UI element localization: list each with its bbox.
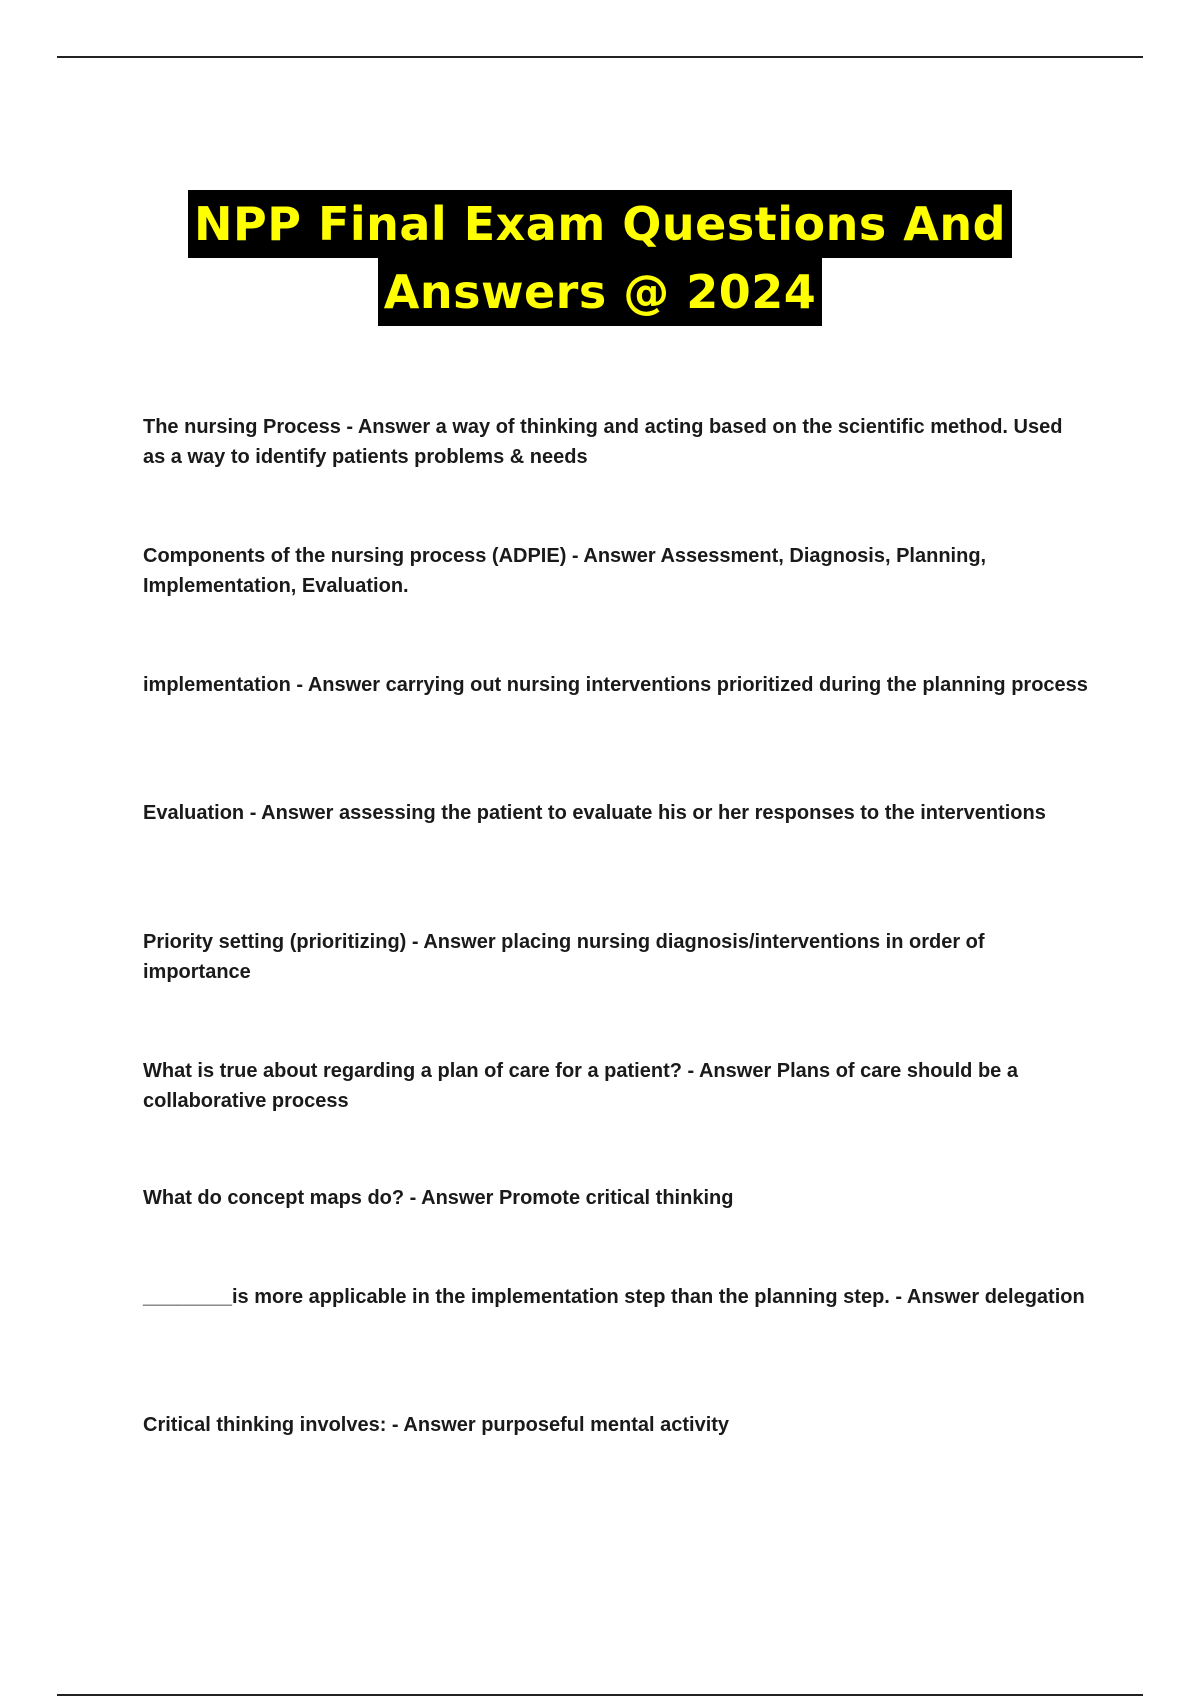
- document-title: [0, 190, 1200, 326]
- qa-item: Evaluation - Answer assessing the patient to evaluate his or her responses to the interventions: [143, 802, 1046, 824]
- qa-item: Components of the nursing process (ADPIE) - Answer Assessment, Diagnosis, Planning, Implementation, Evaluation.: [143, 545, 987, 597]
- bottom-rule: [57, 1694, 1143, 1696]
- qa-item: Priority setting (prioritizing) - Answer placing nursing diagnosis/interventions in order of importance: [143, 931, 985, 983]
- qa-item: What is true about regarding a plan of care for a patient? - Answer Plans of care should be a collaborative process: [143, 1060, 1018, 1112]
- qa-item: implementation - Answer carrying out nursing interventions prioritized during the planning process: [143, 674, 1088, 696]
- top-rule: [57, 56, 1143, 58]
- title-line-1: NPP Final Exam Questions And: [188, 190, 1012, 258]
- qa-item: The nursing Process - Answer a way of thinking and acting based on the scientific method. Used as a way to identify patients problems & needs: [143, 416, 1063, 468]
- qa-item: What do concept maps do? - Answer Promote critical thinking: [143, 1187, 734, 1209]
- qa-item: ________is more applicable in the implementation step than the planning step. - Answer delegation: [143, 1286, 1085, 1308]
- qa-item: Critical thinking involves: - Answer purposeful mental activity: [143, 1414, 730, 1436]
- title-line-2: Answers @ 2024: [378, 258, 823, 326]
